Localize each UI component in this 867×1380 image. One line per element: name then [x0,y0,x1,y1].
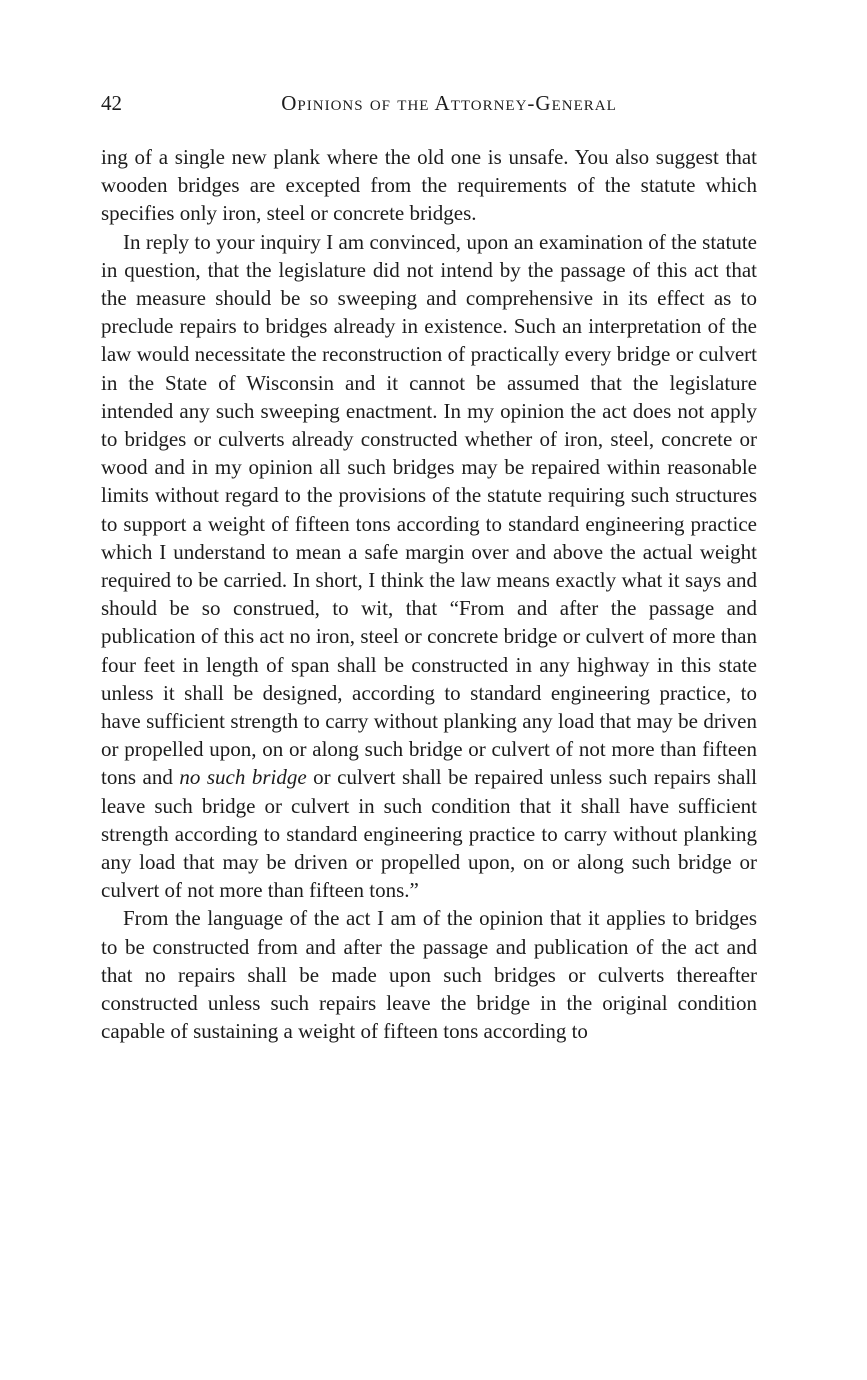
body-text [101,143,757,1046]
running-title: Opinions of the Attorney-General [281,91,617,115]
running-header [101,88,757,118]
paragraph-continuation: ing of a single new plank where the old one is unsafe. You also suggest that wooden bridges are excepted from the requirements of the statute which specifies only iron, steel or concrete bridges. [101,145,757,226]
paragraph-opinion-text: In reply to your inquiry I am convinced, upon an examination of the statute in question, that the legislature did not intend by the passage of this act that the measure should be so sweeping and comprehensive in its effect as to preclude repairs to bridges already in existence. Such an interpretation of the law would necessitate the reconstruction of practically every bridge or culvert in the State of Wisconsin and it cannot be assumed that the legislature intended any such sweeping enactment. In my opinion the act does not apply to bridges or culverts already constructed whether of iron, steel, concrete or wood and in my opinion all such bridges may be repaired within reasonable limits without regard to the provisions of the statute requiring such structures to support a weight of fifteen tons according to standard engineering practice which I understand to mean a safe margin over and above the actual weight required to be carried. In short, I think the law means exactly what it says and should be so construed, to wit, that “From and after the passage and publication of this act no iron, steel or concrete bridge or culvert of more than four feet in length of span shall be constructed in any highway in this state unless it shall be designed, according to standard engineering practice, to have sufficient strength to carry without planking any load that may be driven or propelled upon, on or along such bridge or culvert of not more than fifteen tons and [101,229,757,790]
paragraph-opinion-text-end: or culvert shall be repaired unless such repairs shall leave such bridge or culvert in such condition that it shall have sufficient strength according to standard engineering practice to carry without planking any load that may be driven or propelled upon, on or along such bridge or culvert of not more than fifteen tons.” [101,765,757,903]
page-number: 42 [101,91,122,115]
italic-phrase: no such bridge [179,765,307,790]
paragraph-opinion [101,228,757,905]
paragraph-conclusion: From the language of the act I am of the opinion that it applies to bridges to be constructed from and after the passage and publication of the act and that no repairs shall be made upon such bridges or culverts thereafter constructed unless such repairs leave the bridge in the original condition capable of sustaining a weight of fifteen tons according to [101,906,757,1044]
